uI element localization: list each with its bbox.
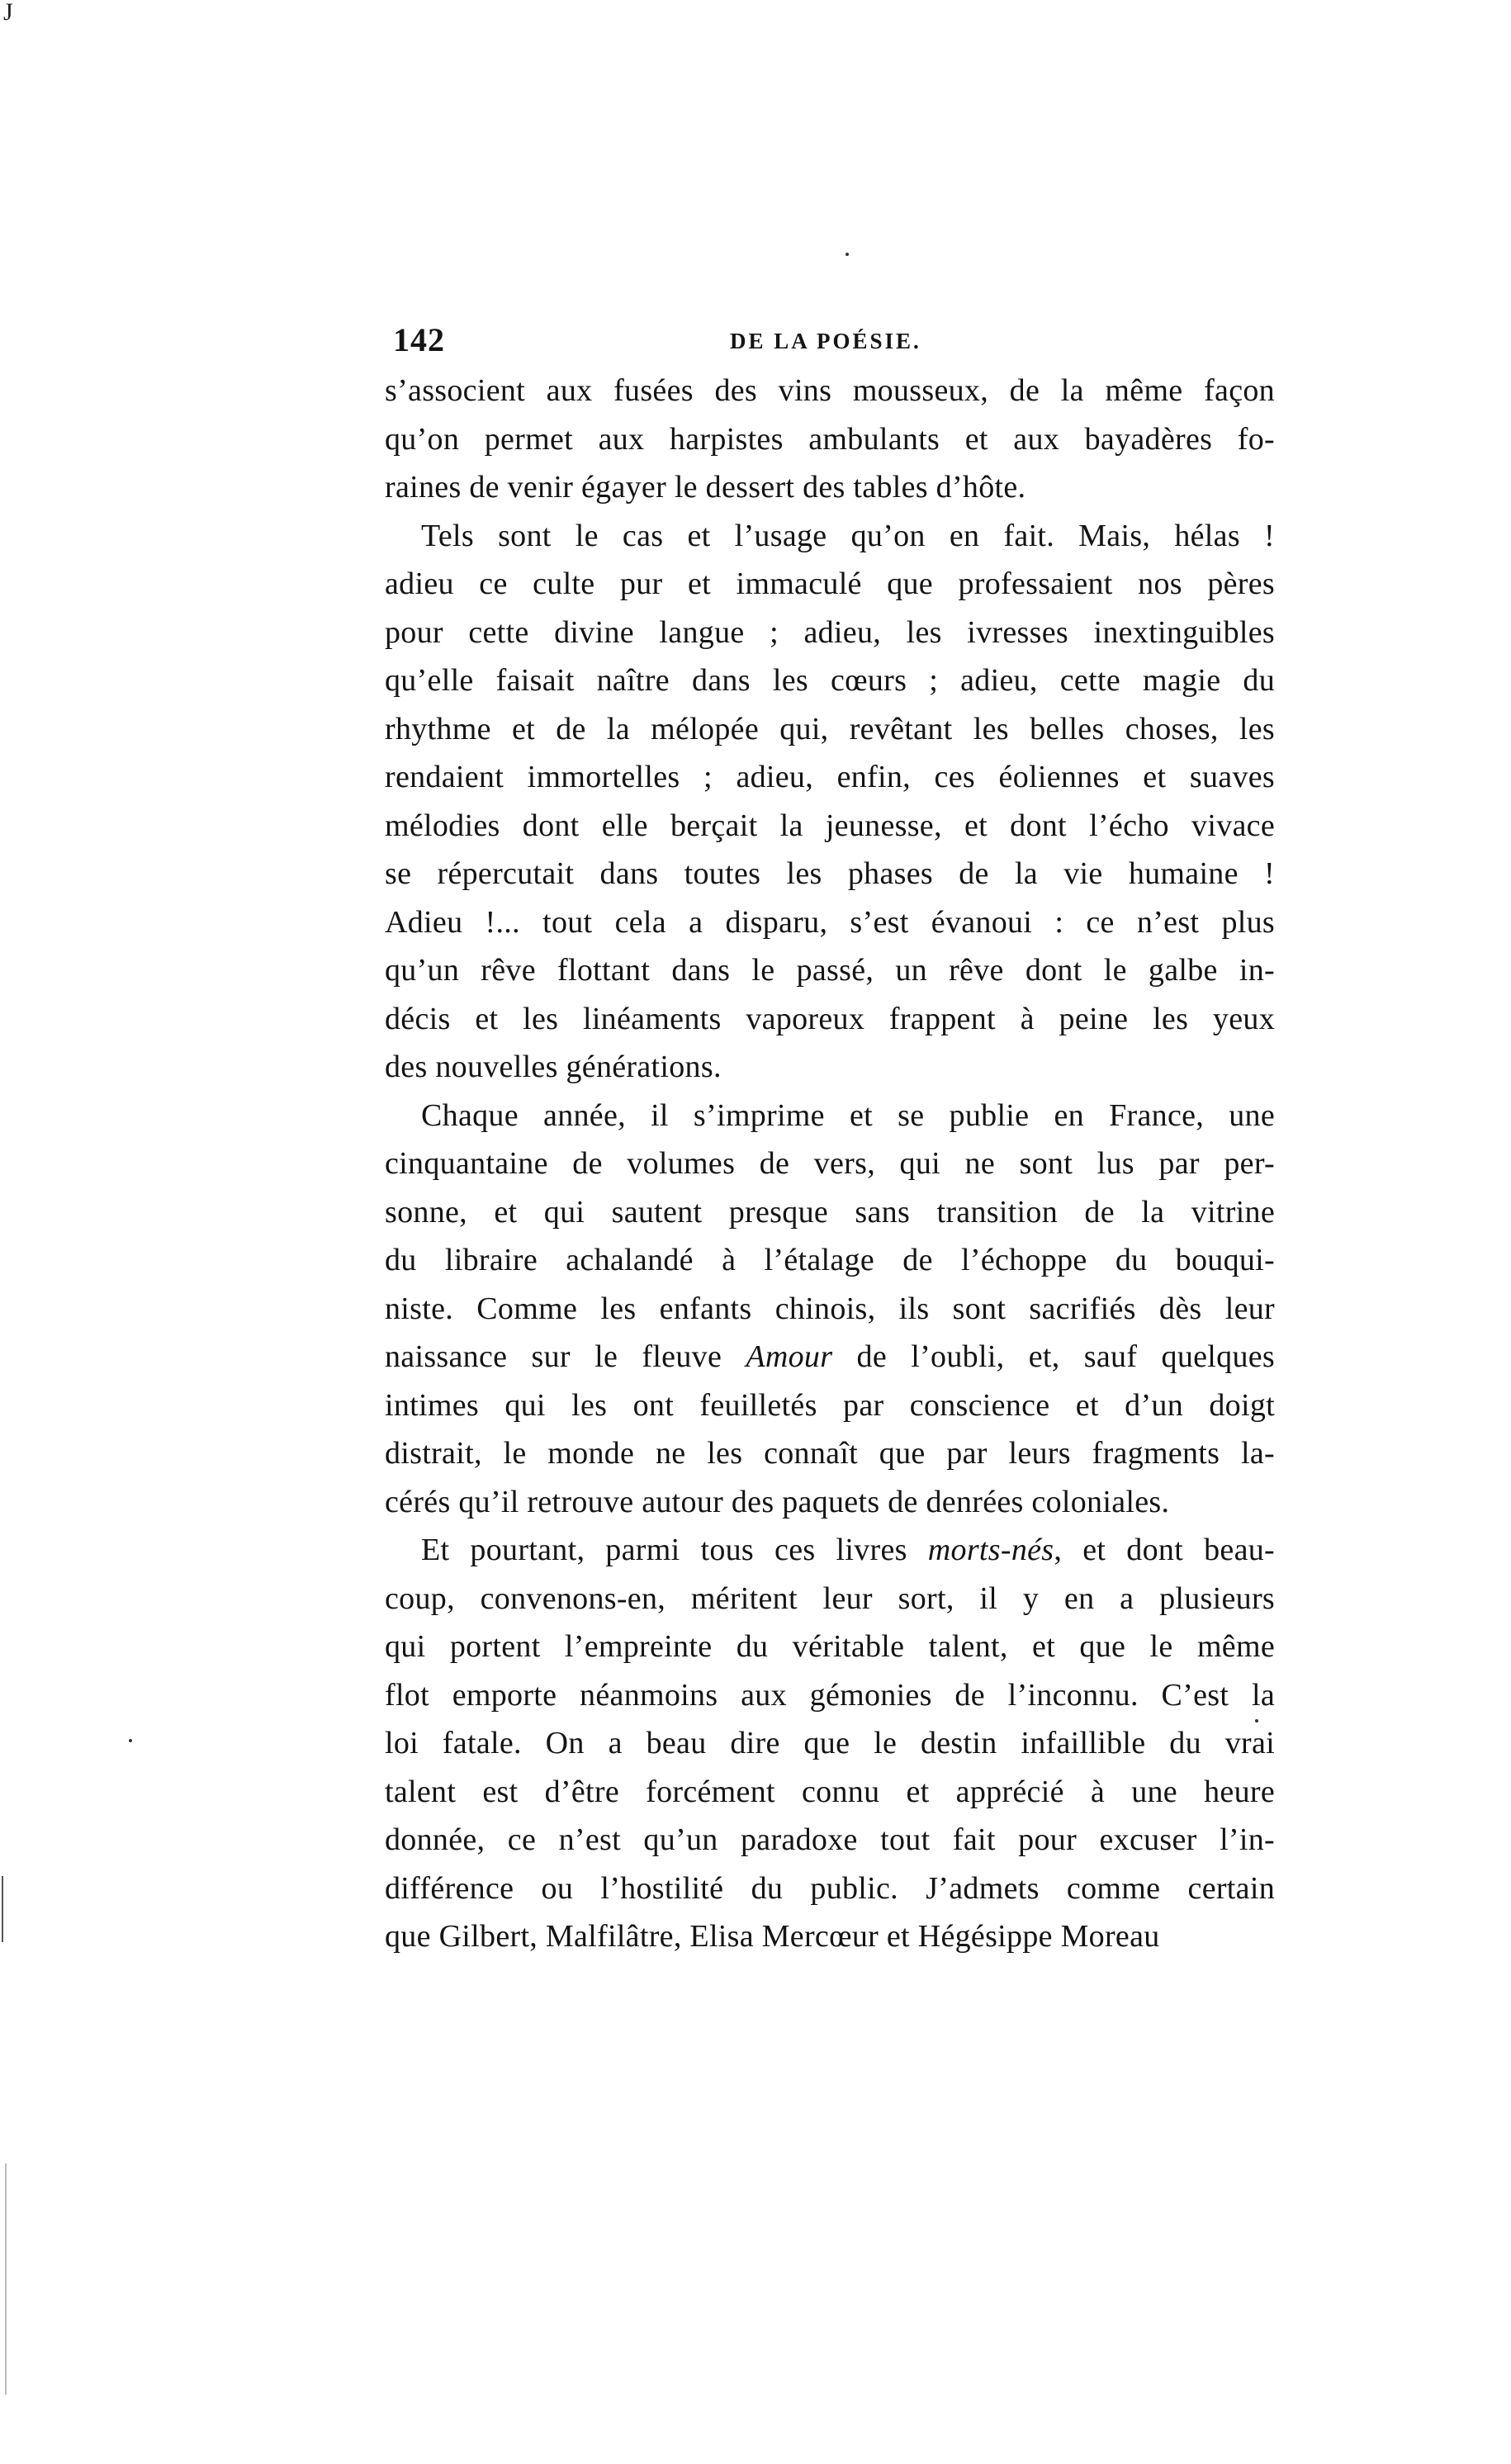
text-line: donnée, ce n’est qu’un paradoxe tout fait pour excuser l’in- bbox=[385, 1822, 1275, 1857]
scan-speck bbox=[129, 1739, 132, 1742]
text-line: talent est d’être forcément connu et apprécié à une heure bbox=[385, 1774, 1275, 1809]
text-line: rendaient immortelles ; adieu, enfin, ces éoliennes et suaves bbox=[385, 760, 1275, 794]
page-number: 142 bbox=[393, 321, 445, 358]
text-line: se répercutait dans toutes les phases de la vie humaine ! bbox=[385, 856, 1275, 891]
text-line: sonne, et qui sautent presque sans transition de la vitrine bbox=[385, 1194, 1275, 1230]
text-line: distrait, le monde ne les connaît que par leurs fragments la- bbox=[385, 1436, 1275, 1471]
paragraph bbox=[385, 1526, 1275, 1961]
text-line: Adieu !... tout cela a disparu, s’est évanoui : ce n’est plus bbox=[385, 904, 1275, 940]
text-line: Tels sont le cas et l’usage qu’on en fait. Mais, hélas ! bbox=[421, 518, 1275, 553]
corner-mark: J bbox=[3, 0, 13, 26]
paragraph bbox=[385, 367, 1275, 512]
text-line: qu’un rêve flottant dans le passé, un rêve dont le galbe in- bbox=[385, 953, 1275, 988]
text-line: cérés qu’il retrouve autour des paquets de denrées coloniales. bbox=[385, 1484, 1170, 1519]
body-text bbox=[385, 367, 1275, 1961]
text-line: raines de venir égayer le dessert des tables d’hôte. bbox=[385, 470, 1026, 505]
text-line: mélodies dont elle berçait la jeunesse, et dont l’écho vivace bbox=[385, 808, 1275, 843]
text-line: du libraire achalandé à l’étalage de l’échoppe du bouqui- bbox=[385, 1243, 1275, 1277]
paragraph bbox=[385, 512, 1275, 1092]
text-line: rhythme et de la mélopée qui, revêtant les belles choses, les bbox=[385, 711, 1275, 746]
text-line: Chaque année, il s’imprime et se publie en France, une bbox=[421, 1097, 1275, 1133]
italic-term: morts-nés bbox=[927, 1533, 1054, 1567]
scan-margin-line bbox=[2, 1876, 3, 1942]
text-line: cinquantaine de volumes de vers, qui ne sont lus par per- bbox=[385, 1146, 1275, 1181]
text-line: pour cette divine langue ; adieu, les ivresses inextinguibles bbox=[385, 614, 1275, 650]
text-line: loi fatale. On a beau dire que le destin infaillible du vrai bbox=[385, 1726, 1275, 1760]
text-line: s’associent aux fusées des vins mousseux, de la même façon bbox=[385, 373, 1275, 408]
page-header bbox=[390, 320, 1290, 370]
text-line: que Gilbert, Malfilâtre, Elisa Mercœur et Hégésippe Moreau bbox=[385, 1919, 1160, 1954]
text-line: coup, convenons-en, méritent leur sort, il y en a plusieurs bbox=[385, 1580, 1275, 1616]
italic-term: Amour bbox=[746, 1339, 833, 1374]
text-line: niste. Comme les enfants chinois, ils sont sacrifiés dès leur bbox=[385, 1291, 1275, 1326]
text-line: flot emporte néanmoins aux gémonies de l’inconnu. C’est la bbox=[385, 1677, 1275, 1713]
text-line: des nouvelles générations. bbox=[385, 1050, 722, 1084]
text-line: qu’on permet aux harpistes ambulants et aux bayadères fo- bbox=[385, 421, 1275, 457]
text-line: Et pourtant, parmi tous ces livres morts-nés, et dont beau- bbox=[421, 1533, 1275, 1567]
text-line: qui portent l’empreinte du véritable talent, et que le même bbox=[385, 1629, 1275, 1664]
scan-margin-line bbox=[5, 2163, 7, 2395]
text-line: intimes qui les ont feuilletés par conscience et d’un doigt bbox=[385, 1387, 1275, 1423]
scan-speck bbox=[845, 253, 849, 256]
text-line: décis et les linéaments vaporeux frappent à peine les yeux bbox=[385, 1001, 1275, 1036]
scan-speck bbox=[1255, 1719, 1258, 1722]
text-line: naissance sur le fleuve Amour de l’oubli, et, sauf quelques bbox=[385, 1339, 1275, 1374]
text-line: qu’elle faisait naître dans les cœurs ; adieu, cette magie du bbox=[385, 663, 1275, 698]
paragraph bbox=[385, 1092, 1275, 1527]
text-line: adieu ce culte pur et immaculé que professaient nos pères bbox=[385, 566, 1275, 601]
text-line: différence ou l’hostilité du public. J’admets comme certain bbox=[385, 1870, 1275, 1906]
running-title: DE LA POÉSIE. bbox=[730, 329, 921, 353]
